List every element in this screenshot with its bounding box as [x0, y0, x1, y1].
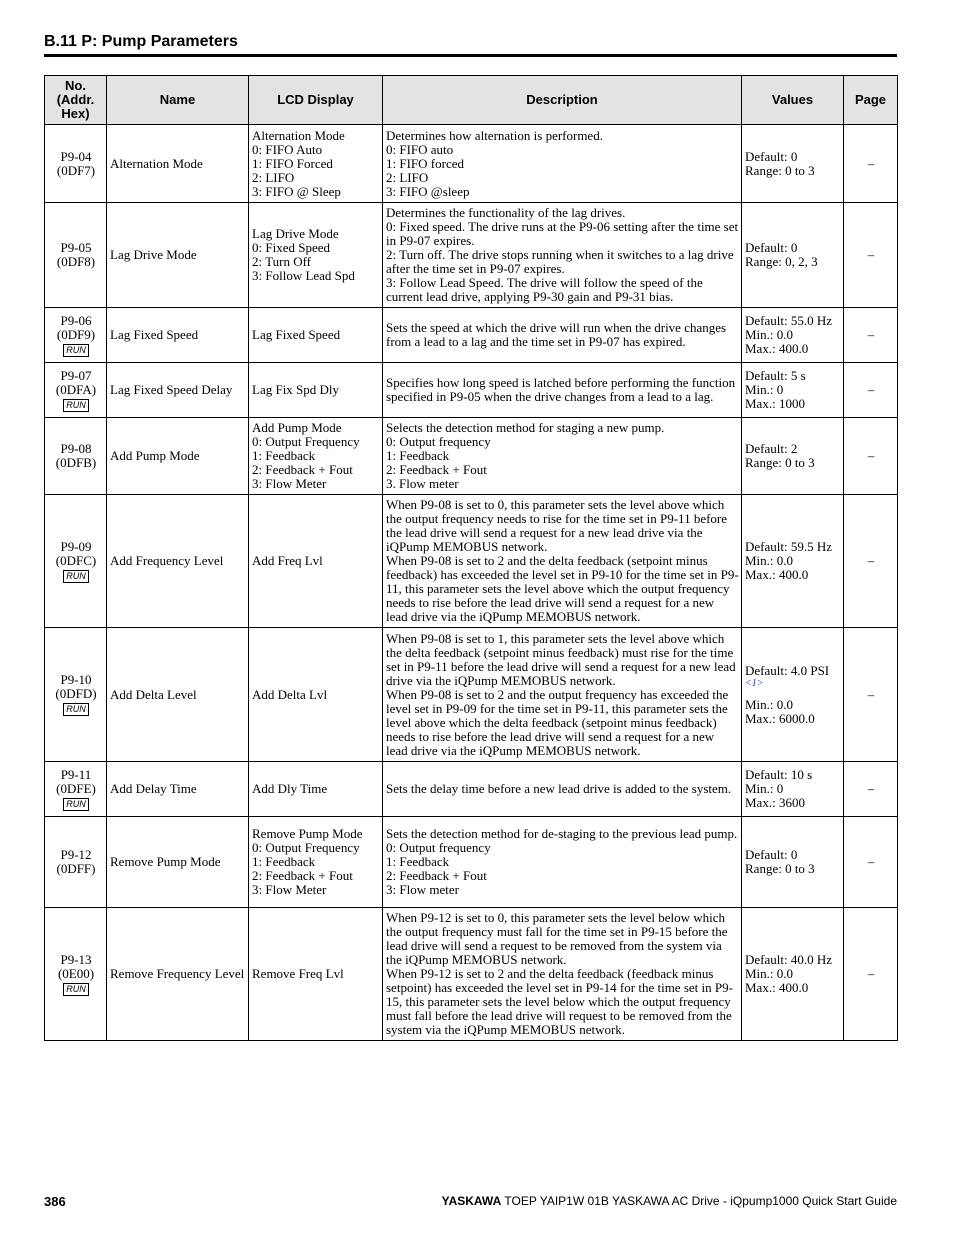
param-values-cell — [742, 762, 844, 817]
param-page: – — [844, 203, 898, 308]
param-values: Default: 55.0 Hz Min.: 0.0 Max.: 400.0 — [745, 313, 833, 356]
param-page: – — [844, 628, 898, 762]
param-number: P9-09 (0DFC) — [55, 538, 97, 568]
lcd-display: Remove Freq Lvl — [249, 908, 383, 1041]
param-values-cell — [742, 817, 844, 908]
param-number-cell — [45, 628, 107, 762]
table-row — [45, 308, 898, 363]
param-values-cell — [742, 308, 844, 363]
param-name: Add Delta Level — [107, 628, 249, 762]
param-description: When P9-12 is set to 0, this parameter sets the level below which the output frequency must fall for the time set in P9-15 before the lead drive will send a request to be removed from the system via the iQPump MEMOBUS network. When P9-12 is set to 2 and the delta feedback (feedback minus setpoint) has exceeded the level set in P9-14 for the time set in P9-15, this parameter sets the level below which the output frequency must fall before the lead drive will request to be removed from the system via the iQPump MEMOBUS network. — [383, 908, 742, 1041]
section-title: B.11 P: Pump Parameters — [44, 33, 238, 50]
param-number: P9-04 (0DF7) — [56, 148, 96, 178]
header-lcd-display: LCD Display — [249, 76, 383, 125]
footer-brand: YASKAWA — [441, 1194, 502, 1208]
param-number: P9-12 (0DFF) — [56, 847, 96, 876]
table-row — [45, 203, 898, 308]
param-values-cell — [742, 628, 844, 762]
param-name: Lag Fixed Speed Delay — [107, 363, 249, 418]
lcd-display: Remove Pump Mode 0: Output Frequency 1: Feedback 2: Feedback + Fout 3: Flow Meter — [249, 817, 383, 908]
param-description: When P9-08 is set to 0, this parameter sets the level above which the output frequency needs to rise for the time set in P9-11 before the lead drive will send a request for a new lead drive via the iQPump MEMOBUS network. When P9-08 is set to 2 and the delta feedback (setpoint minus feedback) has exceeded the level set in P9-10 for the time set in P9-11, this parameter sets the level above which the output frequency needs to rise before the lead drive will send a request for a new lead drive via the iQPump MEMOBUS network. — [383, 495, 742, 628]
title-rule — [44, 54, 897, 57]
param-values: Default: 5 s Min.: 0 Max.: 1000 — [745, 368, 806, 411]
param-page: – — [844, 418, 898, 495]
parameter-table — [44, 75, 898, 1041]
param-values: Default: 0 Range: 0 to 3 — [745, 148, 815, 178]
lcd-display: Add Delta Lvl — [249, 628, 383, 762]
param-values: Default: 10 s Min.: 0 Max.: 3600 — [745, 767, 813, 810]
lcd-display: Lag Fixed Speed — [249, 308, 383, 363]
param-number: P9-10 (0DFD) — [55, 672, 97, 701]
param-values-cell — [742, 495, 844, 628]
header-no: No. (Addr. Hex) — [45, 76, 107, 125]
param-page: – — [844, 495, 898, 628]
param-number: P9-05 (0DF8) — [56, 240, 96, 269]
table-body — [45, 125, 898, 1041]
param-number-cell — [45, 363, 107, 418]
param-number-cell — [45, 908, 107, 1041]
footer-page-number: 386 — [44, 1194, 66, 1209]
param-values-cell — [742, 418, 844, 495]
header-description: Description — [383, 76, 742, 125]
table-row — [45, 817, 898, 908]
param-number-cell — [45, 308, 107, 363]
param-number: P9-13 (0E00) — [57, 951, 95, 981]
param-name: Lag Fixed Speed — [107, 308, 249, 363]
param-page: – — [844, 308, 898, 363]
param-values: Min.: 0.0 Max.: 6000.0 — [745, 696, 815, 726]
param-number-cell — [45, 817, 107, 908]
table-row — [45, 762, 898, 817]
table-row — [45, 363, 898, 418]
param-description: Specifies how long speed is latched before performing the function specified in P9-05 when the drive changes from a lead to a lag. — [383, 363, 742, 418]
param-values: Default: 0 Range: 0, 2, 3 — [745, 240, 818, 269]
run-badge: RUN — [63, 570, 89, 583]
footnote-link[interactable]: <1> — [745, 677, 764, 689]
header-page: Page — [844, 76, 898, 125]
param-description: Selects the detection method for staging a new pump. 0: Output frequency 1: Feedback 2: Feedback + Fout 3. Flow meter — [383, 418, 742, 495]
table-row — [45, 418, 898, 495]
param-number: P9-08 (0DFB) — [55, 441, 97, 470]
param-description: Sets the delay time before a new lead drive is added to the system. — [383, 762, 742, 817]
param-name: Add Delay Time — [107, 762, 249, 817]
param-values: Default: 0 Range: 0 to 3 — [745, 847, 815, 876]
param-values: Default: 59.5 Hz Min.: 0.0 Max.: 400.0 — [745, 539, 833, 582]
lcd-display: Lag Drive Mode 0: Fixed Speed 2: Turn Off 3: Follow Lead Spd — [249, 203, 383, 308]
param-page: – — [844, 908, 898, 1041]
param-values-cell — [742, 363, 844, 418]
param-name: Add Pump Mode — [107, 418, 249, 495]
param-name: Add Frequency Level — [107, 495, 249, 628]
param-name: Remove Pump Mode — [107, 817, 249, 908]
param-number-cell — [45, 125, 107, 203]
param-number: P9-07 (0DFA) — [55, 367, 97, 397]
lcd-display: Add Freq Lvl — [249, 495, 383, 628]
table-row — [45, 628, 898, 762]
param-number-cell — [45, 762, 107, 817]
param-number: P9-06 (0DF9) — [56, 312, 96, 342]
table-row — [45, 495, 898, 628]
run-badge: RUN — [63, 703, 89, 716]
run-badge: RUN — [63, 983, 89, 996]
footer-doc-title: TOEP YAIP1W 01B YASKAWA AC Drive - iQpump1000 Quick Start Guide — [504, 1194, 897, 1208]
param-description: Sets the speed at which the drive will run when the drive changes from a lead to a lag and the time set in P9-07 has expired. — [383, 308, 742, 363]
param-page: – — [844, 363, 898, 418]
header-values: Values — [742, 76, 844, 125]
param-description: Sets the detection method for de-staging to the previous lead pump. 0: Output frequency 1: Feedback 2: Feedback + Fout 3: Flow meter — [383, 817, 742, 908]
param-number-cell — [45, 495, 107, 628]
param-default-with-note: Default: 4.0 PSI <1> — [745, 664, 841, 690]
param-number-cell — [45, 418, 107, 495]
param-description: Determines the functionality of the lag drives. 0: Fixed speed. The drive runs at the P9-06 setting after the time set in P9-07 expires. 2: Turn off. The drive stops running when it switches to a lag drive after the time set in P9-07 expires. 3: Follow Lead Speed. The drive will follow the speed of the current lead drive, applying P9-30 gain and P9-31 bias. — [383, 203, 742, 308]
param-page: – — [844, 125, 898, 203]
table-header-row — [45, 76, 898, 125]
lcd-display: Add Dly Time — [249, 762, 383, 817]
param-number: P9-11 (0DFE) — [56, 766, 96, 796]
param-name: Lag Drive Mode — [107, 203, 249, 308]
header-name: Name — [107, 76, 249, 125]
param-page: – — [844, 817, 898, 908]
lcd-display: Alternation Mode 0: FIFO Auto 1: FIFO Forced 2: LIFO 3: FIFO @ Sleep — [249, 125, 383, 203]
lcd-display: Lag Fix Spd Dly — [249, 363, 383, 418]
run-badge: RUN — [63, 399, 89, 412]
param-description: When P9-08 is set to 1, this parameter sets the level above which the delta feedback (setpoint minus feedback) must rise for the time set in P9-11 before the lead drive will send a request for a new lead drive via the iQPump MEMOBUS network. When P9-08 is set to 2 and the output frequency has exceeded the level set in P9-09 for the time set in P9-11, this parameter sets the level above which the delta feedback (setpoint minus feedback) needs to rise before the lead drive will send a request for a new lead drive via the iQPump MEMOBUS network. — [383, 628, 742, 762]
footer-document-title — [442, 1194, 897, 1208]
param-page: – — [844, 762, 898, 817]
param-description: Determines how alternation is performed. 0: FIFO auto 1: FIFO forced 2: LIFO 3: FIFO @sleep — [383, 125, 742, 203]
param-values: Default: 2 Range: 0 to 3 — [745, 441, 815, 470]
param-values-cell — [742, 908, 844, 1041]
param-name: Alternation Mode — [107, 125, 249, 203]
table-row — [45, 908, 898, 1041]
run-badge: RUN — [63, 798, 89, 811]
table-row — [45, 125, 898, 203]
param-number-cell — [45, 203, 107, 308]
run-badge: RUN — [63, 344, 89, 357]
param-values-cell — [742, 125, 844, 203]
param-values-cell — [742, 203, 844, 308]
lcd-display: Add Pump Mode 0: Output Frequency 1: Feedback 2: Feedback + Fout 3: Flow Meter — [249, 418, 383, 495]
param-values: Default: 40.0 Hz Min.: 0.0 Max.: 400.0 — [745, 952, 833, 995]
param-name: Remove Frequency Level — [107, 908, 249, 1041]
